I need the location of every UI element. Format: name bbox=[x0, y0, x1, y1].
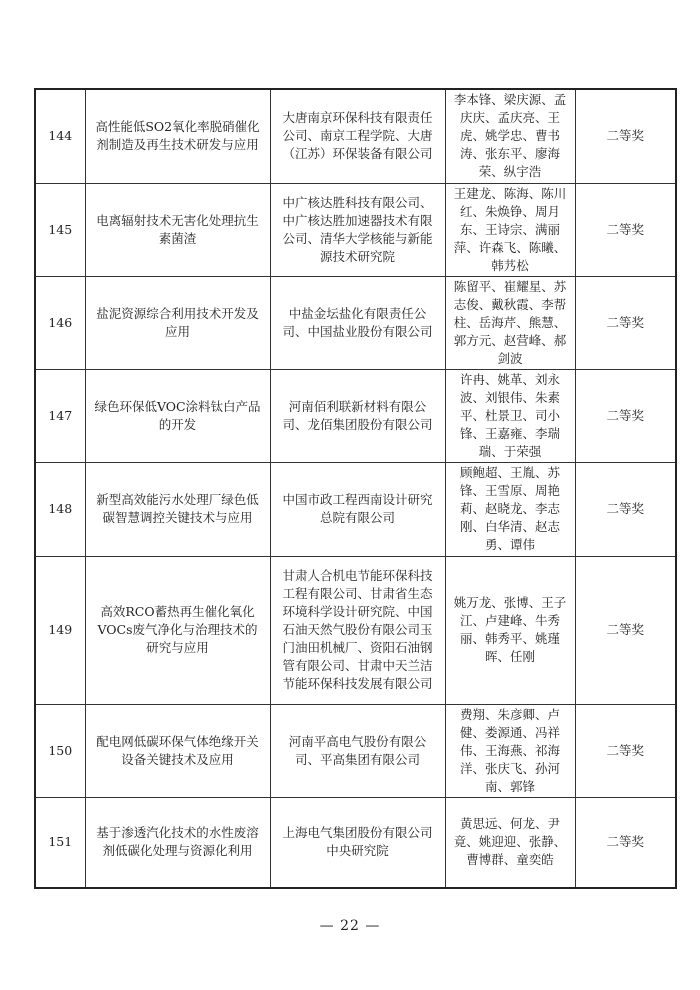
completing-units: 中广核达胜科技有限公司、中广核达胜加速器技术有限公司、清华大学核能与新能源技术研究院 bbox=[270, 183, 445, 276]
completing-units: 河南佰利联新材料有限公司、龙佰集团股份有限公司 bbox=[270, 369, 445, 462]
completing-people: 王建龙、陈海、陈川红、朱焕铮、周月东、王诗宗、满丽萍、许森飞、陈曦、韩艿松 bbox=[445, 183, 575, 276]
completing-units: 大唐南京环保科技有限责任公司、南京工程学院、大唐（江苏）环保装备有限公司 bbox=[270, 89, 445, 183]
award-level: 二等奖 bbox=[575, 276, 676, 369]
completing-people: 许冉、姚革、刘永波、刘银伟、朱素平、杜景卫、司小锋、王嘉雍、李瑞瑞、于荣强 bbox=[445, 369, 575, 462]
project-name: 配电网低碳环保气体绝缘开关设备关键技术及应用 bbox=[85, 704, 270, 797]
award-level: 二等奖 bbox=[575, 89, 676, 183]
completing-people: 费翔、朱彦卿、卢健、娄源通、冯祥伟、王海燕、祁海洋、张庆飞、孙河南、郭锋 bbox=[445, 704, 575, 797]
project-name: 基于渗透汽化技术的水性废溶剂低碳化处理与资源化利用 bbox=[85, 797, 270, 888]
table-row bbox=[35, 462, 676, 556]
completing-units: 中国市政工程西南设计研究总院有限公司 bbox=[270, 462, 445, 556]
award-level: 二等奖 bbox=[575, 556, 676, 704]
completing-people: 陈留平、崔耀星、苏志俊、戴秋霞、李帮柱、岳海芹、熊慧、郭方元、赵营峰、郝剑波 bbox=[445, 276, 575, 369]
row-number: 149 bbox=[35, 556, 85, 704]
project-name: 高性能低SO2氧化率脱硝催化剂制造及再生技术研发与应用 bbox=[85, 89, 270, 183]
row-number: 145 bbox=[35, 183, 85, 276]
project-name: 盐泥资源综合利用技术开发及应用 bbox=[85, 276, 270, 369]
awards-table bbox=[34, 88, 677, 889]
row-number: 146 bbox=[35, 276, 85, 369]
award-level: 二等奖 bbox=[575, 462, 676, 556]
project-name: 新型高效能污水处理厂绿色低碳智慧调控关键技术与应用 bbox=[85, 462, 270, 556]
completing-units: 甘肃人合机电节能环保科技工程有限公司、甘肃省生态环境科学设计研究院、中国石油天然气股份有限公司玉门油田机械厂、资阳石油钢管有限公司、甘肃中天兰洁节能环保科技发展有限公司 bbox=[270, 556, 445, 704]
completing-people: 黄思远、何龙、尹竟、姚迎迎、张静、曹博群、童奕皓 bbox=[445, 797, 575, 888]
page-number: — 22 — bbox=[319, 918, 381, 934]
project-name: 绿色环保低VOC涂料钛白产品的开发 bbox=[85, 369, 270, 462]
completing-people: 姚万龙、张博、王子江、卢建峰、牛秀丽、韩秀平、姚瑾晖、任刚 bbox=[445, 556, 575, 704]
table-row bbox=[35, 797, 676, 888]
table-row bbox=[35, 183, 676, 276]
table-row bbox=[35, 276, 676, 369]
row-number: 148 bbox=[35, 462, 85, 556]
project-name: 高效RCO蓄热再生催化氧化VOCs废气净化与治理技术的研究与应用 bbox=[85, 556, 270, 704]
row-number: 151 bbox=[35, 797, 85, 888]
row-number: 144 bbox=[35, 89, 85, 183]
award-level: 二等奖 bbox=[575, 183, 676, 276]
completing-units: 中盐金坛盐化有限责任公司、中国盐业股份有限公司 bbox=[270, 276, 445, 369]
award-level: 二等奖 bbox=[575, 704, 676, 797]
row-number: 147 bbox=[35, 369, 85, 462]
project-name: 电离辐射技术无害化处理抗生素菌渣 bbox=[85, 183, 270, 276]
table-row bbox=[35, 556, 676, 704]
completing-units: 上海电气集团股份有限公司中央研究院 bbox=[270, 797, 445, 888]
table-row bbox=[35, 704, 676, 797]
table-row bbox=[35, 369, 676, 462]
award-level: 二等奖 bbox=[575, 797, 676, 888]
completing-people: 顾鲍超、王胤、苏锋、王雪原、周艳莉、赵晓龙、李志刚、白华清、赵志勇、谭伟 bbox=[445, 462, 575, 556]
table-row bbox=[35, 89, 676, 183]
row-number: 150 bbox=[35, 704, 85, 797]
completing-people: 李本锋、梁庆源、孟庆庆、孟庆亮、王虎、姚学忠、曹书涛、张东平、廖海荣、纵宇浩 bbox=[445, 89, 575, 183]
completing-units: 河南平高电气股份有限公司、平高集团有限公司 bbox=[270, 704, 445, 797]
award-level: 二等奖 bbox=[575, 369, 676, 462]
